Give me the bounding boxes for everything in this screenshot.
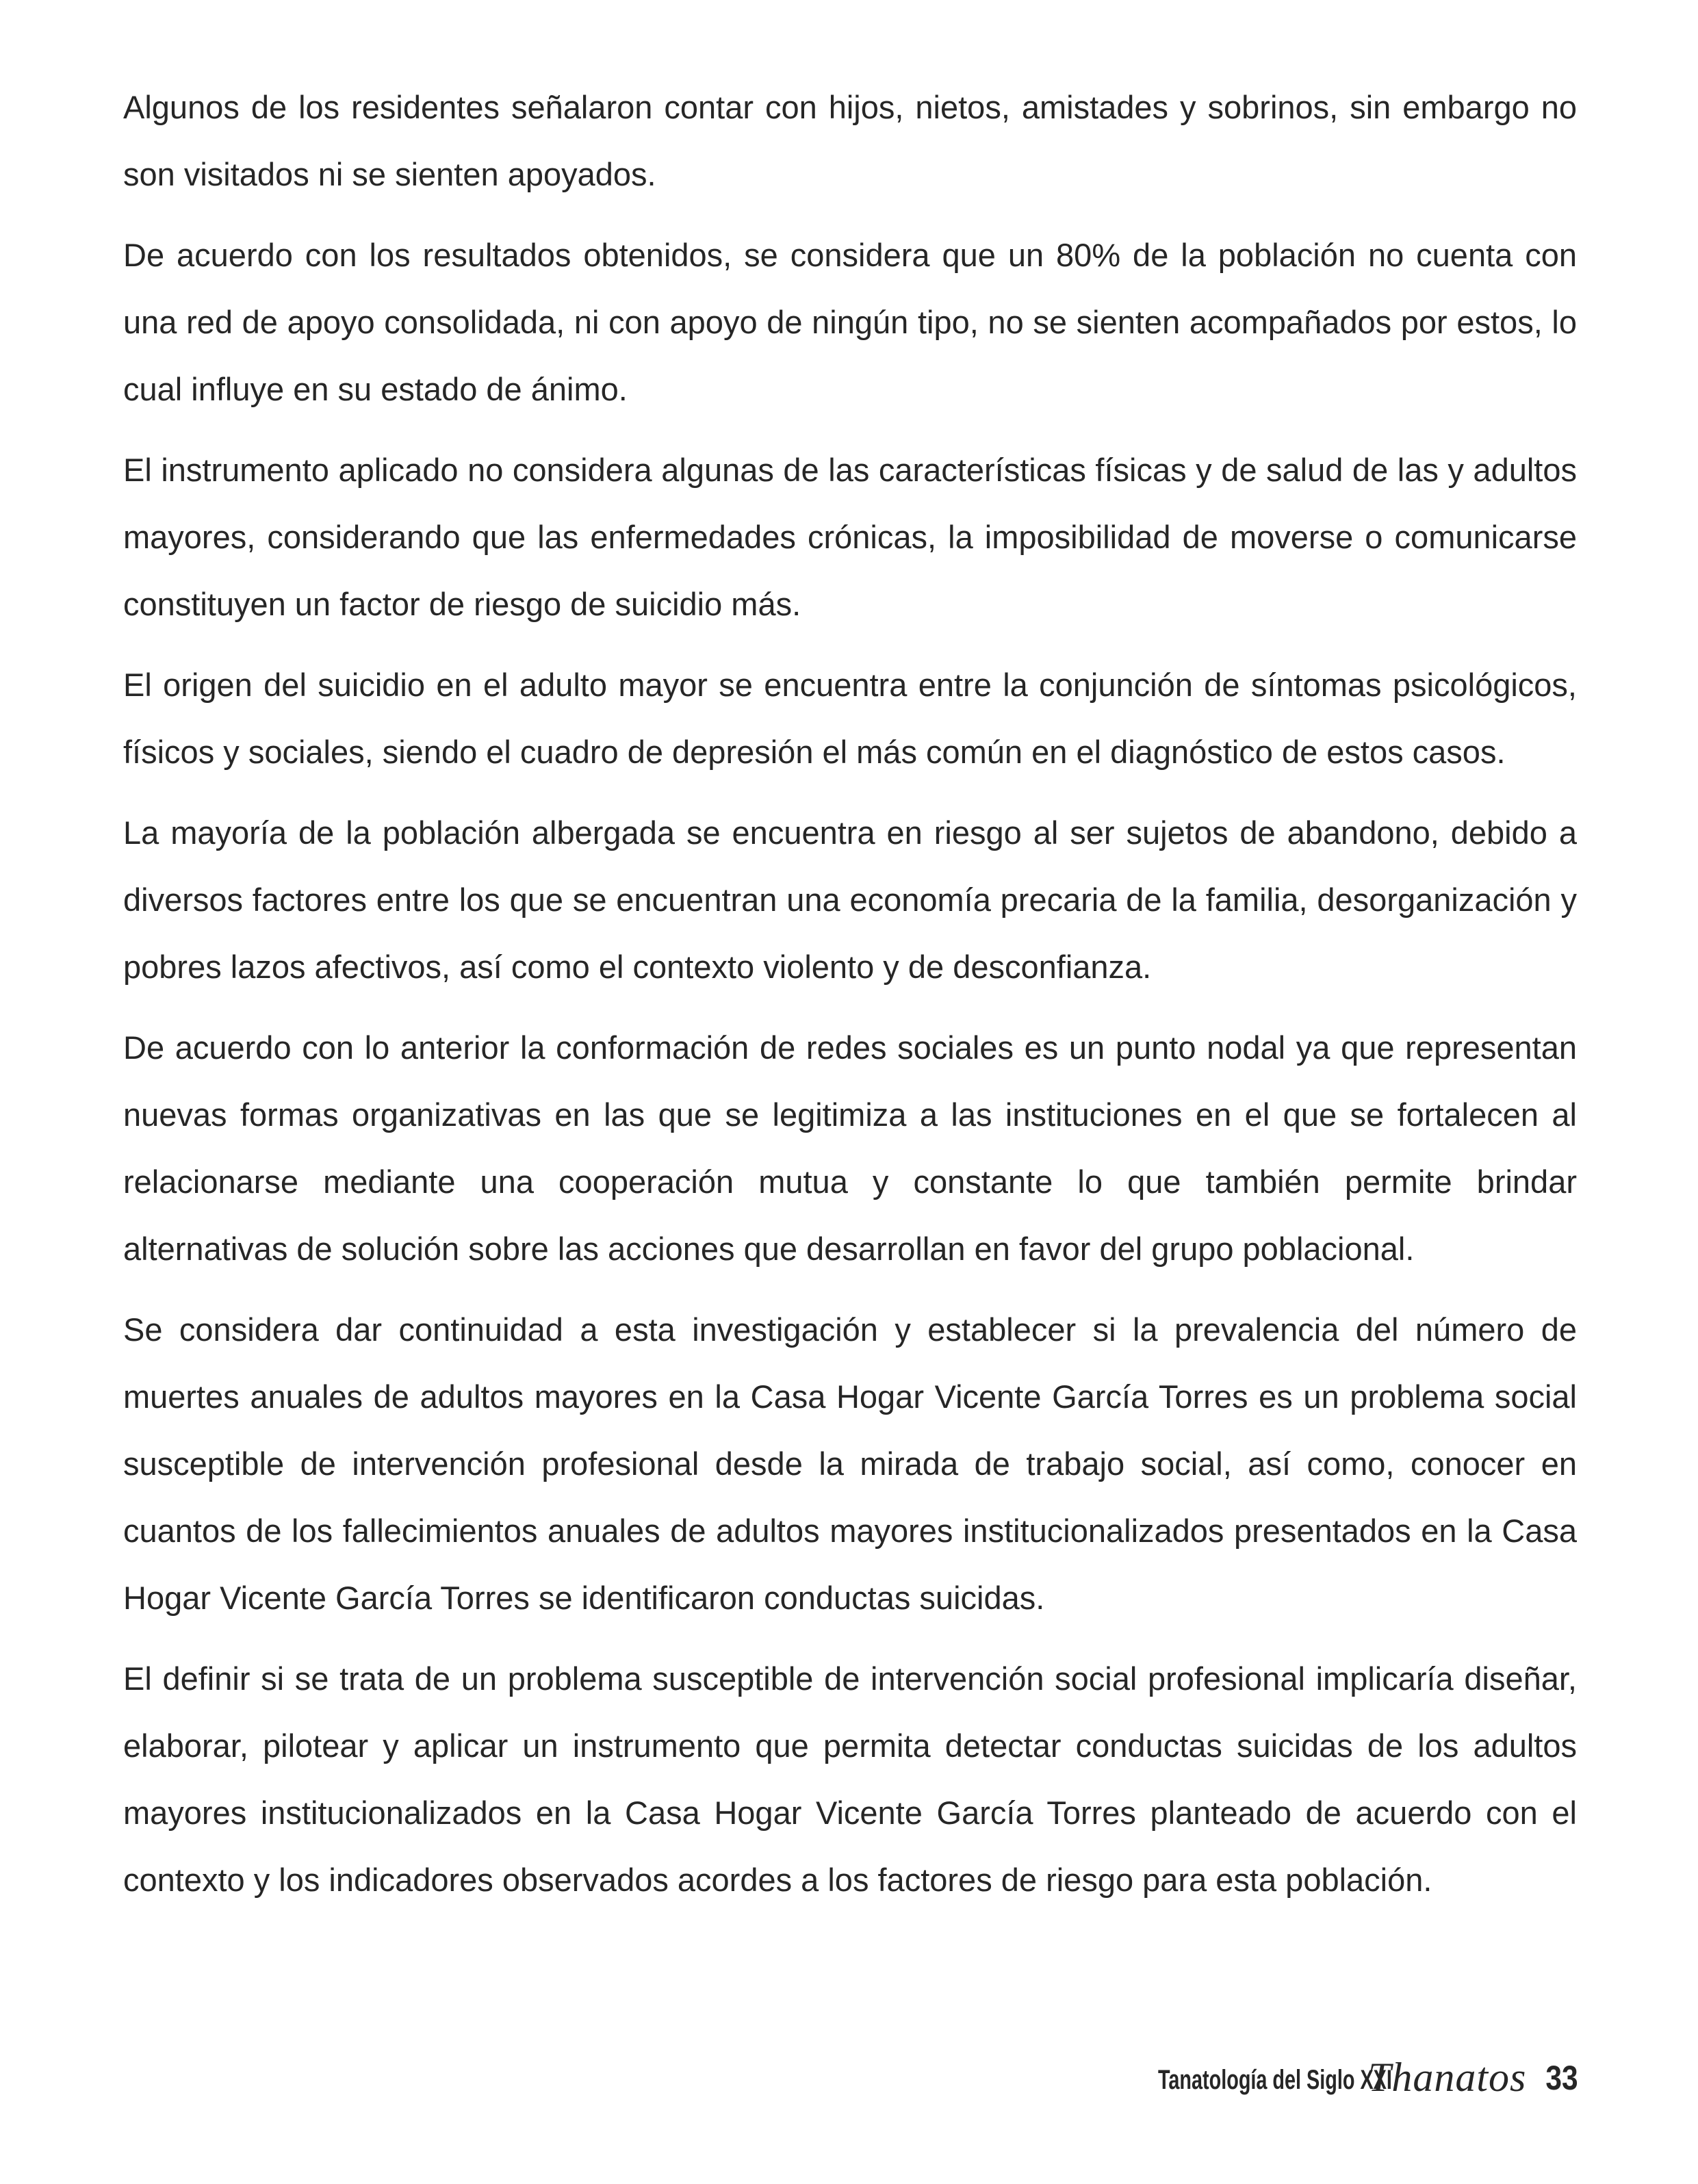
paragraph-5: La mayoría de la población albergada se encuentra en riesgo al ser sujetos de abandono, debido a diversos factores entre los que se encuentran una economía precaria de la familia, desorganización y pobres lazos afectivos, así como el contexto violento y de desconfianza. — [123, 814, 1577, 985]
paragraph-6: De acuerdo con lo anterior la conformación de redes sociales es un punto nodal ya que representan nuevas formas organizativas en las que se legitimiza a las instituciones en el que se fortalecen al relacionarse mediante una cooperación mutua y constante lo que también permite brindar alternativas de solución sobre las acciones que desarrollan en favor del grupo poblacional. — [123, 1029, 1577, 1267]
paragraph-1: Algunos de los residentes señalaron contar con hijos, nietos, amistades y sobrinos, sin embargo no son visitados ni se sienten apoyados. — [123, 89, 1577, 192]
journal-title: Tanatología del Siglo XXI — [1158, 2065, 1392, 2095]
paragraph-2: De acuerdo con los resultados obtenidos, se considera que un 80% de la población no cuenta con una red de apoyo consolidada, ni con apoyo de ningún tipo, no se sienten acompañados por estos, lo cual influye en su estado de ánimo. — [123, 237, 1577, 407]
paragraph-4: El origen del suicidio en el adulto mayor se encuentra entre la conjunción de síntomas psicológicos, físicos y sociales, siendo el cuadro de depresión el más común en el diagnóstico de estos casos. — [123, 667, 1577, 770]
paragraph-3: El instrumento aplicado no considera algunas de las características físicas y de salud de las y adultos mayores, considerando que las enfermedades crónicas, la imposibilidad de moverse o comunicarse constituyen un factor de riesgo de suicidio más. — [123, 452, 1577, 622]
page-footer — [1067, 2043, 1578, 2098]
page-number: 33 — [1545, 2059, 1578, 2097]
body-text — [123, 74, 1577, 1927]
paragraph-8: El definir si se trata de un problema susceptible de intervención social profesional implicaría diseñar, elaborar, pilotear y aplicar un instrumento que permita detectar conductas suicidas de los adultos mayores institucionalizados en la Casa Hogar Vicente García Torres planteado de acuerdo con el contexto y los indicadores observados acordes a los factores de riesgo para esta población. — [123, 1660, 1577, 1898]
paragraph-7: Se considera dar continuidad a esta investigación y establecer si la prevalencia del número de muertes anuales de adultos mayores en la Casa Hogar Vicente García Torres es un problema social susceptible de intervención profesional desde la mirada de trabajo social, así como, conocer en cuantos de los fallecimientos anuales de adultos mayores institucionalizados presentados en la Casa Hogar Vicente García Torres se identificaron conductas suicidas. — [123, 1311, 1577, 1616]
journal-logo: Thanatos — [1367, 2055, 1527, 2100]
